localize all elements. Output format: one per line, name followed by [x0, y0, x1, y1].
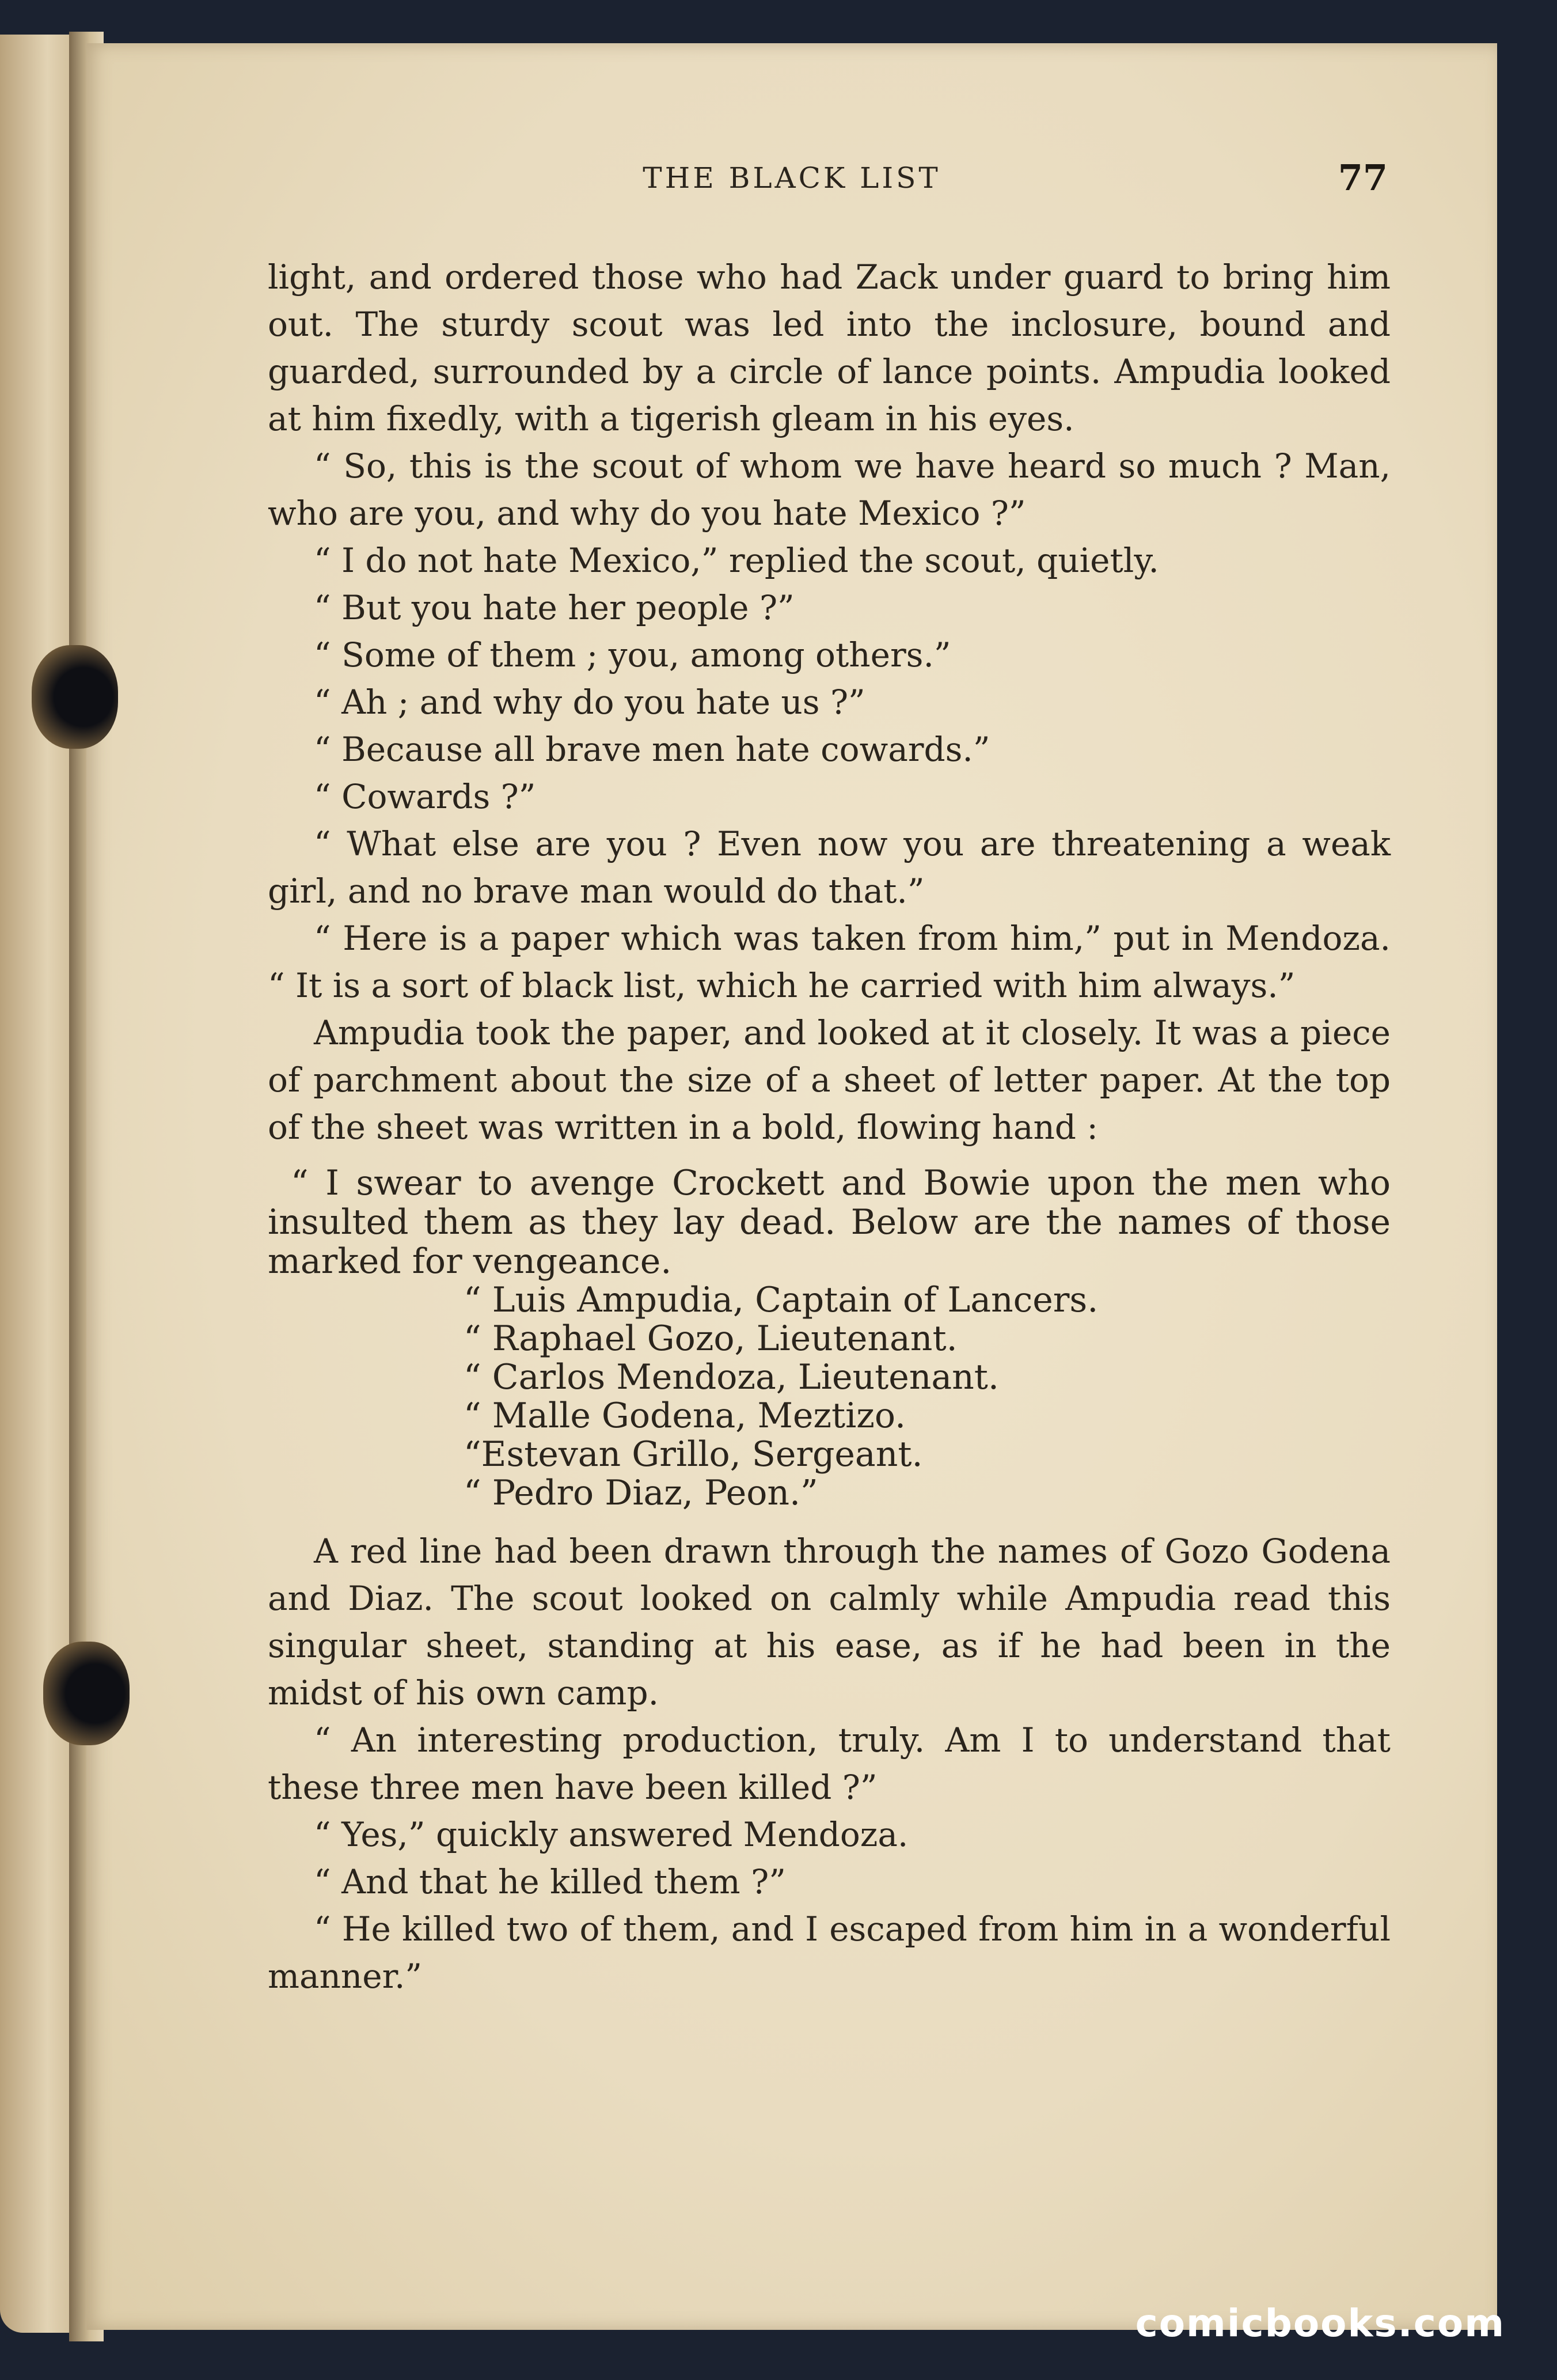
paragraph: “ And that he killed them ?” — [314, 1862, 786, 1901]
paragraph: “ But you hate her people ?” — [314, 588, 795, 627]
black-list-names — [268, 1281, 1391, 1513]
black-list-name: “ Malle Godena, Meztizo. — [464, 1396, 906, 1436]
paragraph: “ He killed two of them, and I escaped from him in a wonderful manner.” — [268, 1909, 1391, 1996]
paragraph: “ Some of them ; you, among others.” — [314, 635, 951, 674]
black-list-name: “ Raphael Gozo, Lieutenant. — [464, 1318, 958, 1359]
paragraph: “ So, this is the scout of whom we have heard so much ? Man, who are you, and why do you hate Mexico ?” — [268, 446, 1391, 533]
paragraph: “ Yes,” quickly answered Mendoza. — [314, 1815, 909, 1854]
black-list-name: “ Carlos Mendoza, Lieutenant. — [464, 1357, 999, 1397]
site-watermark: comicbooks.com — [1135, 2301, 1505, 2345]
paragraph: Ampudia took the paper, and looked at it closely. It was a piece of parchment about the size of a sheet of letter paper. At the top of the sheet was written in a bold, flowing hand : — [268, 1013, 1391, 1147]
paragraph: “ An interesting production, truly. Am I to understand that these three men have been killed ?” — [268, 1720, 1391, 1807]
binding-hole-bottom — [43, 1642, 130, 1745]
paragraph: “ What else are you ? Even now you are threatening a weak girl, and no brave man would do that.” — [268, 824, 1391, 911]
black-list-quote — [268, 1164, 1391, 1513]
paragraph: “ Cowards ?” — [314, 777, 536, 816]
page-number: 77 — [1338, 157, 1388, 199]
page-header — [86, 157, 1497, 207]
paragraph: A red line had been drawn through the names of Gozo Godena and Diaz. The scout looked on calmly while Ampudia read this singular sheet, standing at his ease, as if he had been in the midst of his own camp. — [268, 1532, 1391, 1712]
black-list-name: “Estevan Grillo, Sergeant. — [464, 1434, 923, 1475]
paragraph: light, and ordered those who had Zack under guard to bring him out. The sturdy scout was led into the inclosure, bound and guarded, surrounded by a circle of lance points. Ampudia looked at him fixedly, with a tigerish gleam in his eyes. — [268, 257, 1391, 438]
black-list-name: “ Pedro Diaz, Peon.” — [464, 1473, 818, 1513]
black-list-name: “ Luis Ampudia, Captain of Lancers. — [464, 1280, 1099, 1320]
paragraph: “ Here is a paper which was taken from him,” put in Mendoza. “ It is a sort of black list, which he carried with him always.” — [268, 919, 1391, 1005]
body-text — [268, 253, 1391, 2000]
paragraph: “ Ah ; and why do you hate us ?” — [314, 683, 865, 722]
paragraph: “ I do not hate Mexico,” replied the scout, quietly. — [314, 541, 1159, 580]
running-head: THE BLACK LIST — [643, 161, 941, 195]
black-list-oath: “ I swear to avenge Crockett and Bowie upon the men who insulted them as they lay dead. Below are the names of those marked for vengeance. — [268, 1163, 1391, 1282]
binding-hole-top — [32, 645, 118, 749]
paragraph: “ Because all brave men hate cowards.” — [314, 730, 990, 769]
